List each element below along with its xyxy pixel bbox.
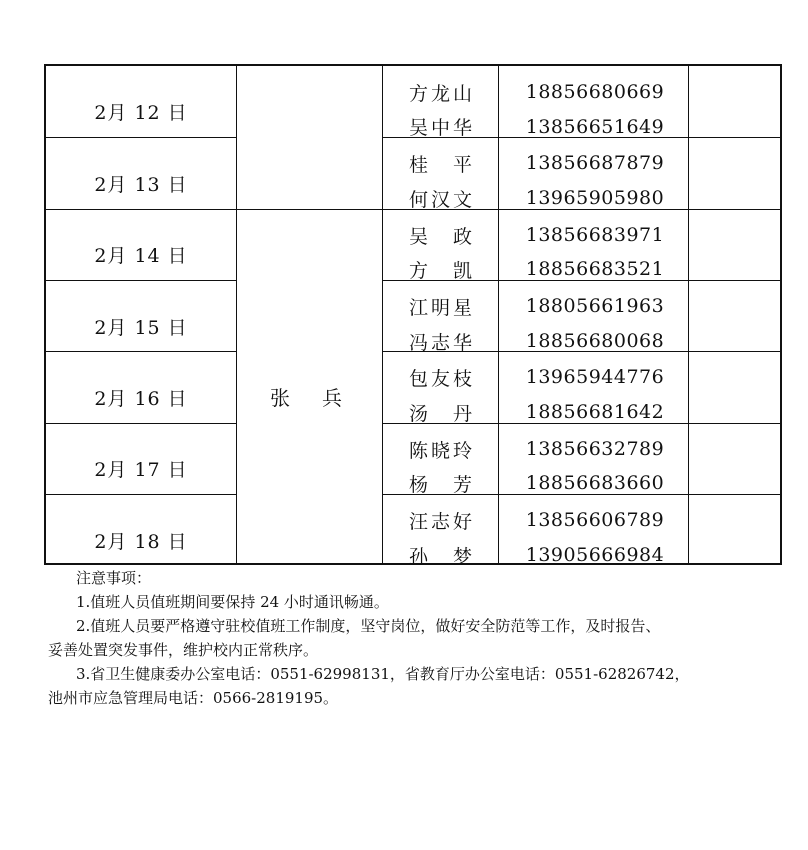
phone-number: 13856687879	[525, 152, 665, 174]
staff-name: 桂 平	[408, 154, 475, 176]
table-hline	[46, 423, 236, 424]
phone-number: 18856680669	[525, 81, 665, 103]
table-vline	[382, 66, 383, 563]
table-vline	[688, 66, 689, 563]
staff-name: 杨 芳	[408, 474, 475, 496]
phone-number: 13856683971	[525, 224, 665, 246]
phone-number: 13856632789	[525, 438, 665, 460]
table-hline	[46, 494, 236, 495]
phone-number: 13965905980	[525, 187, 665, 209]
phone-number: 18856680068	[525, 330, 665, 352]
staff-name: 何汉文	[408, 189, 475, 211]
date-cell: 2月 13 日	[94, 174, 188, 196]
table-vline	[236, 66, 237, 563]
date-cell: 2月 17 日	[94, 459, 188, 481]
date-cell: 2月 16 日	[94, 388, 188, 410]
duty-schedule-table	[44, 64, 782, 568]
staff-name: 吴 政	[408, 226, 475, 248]
staff-name: 包友枝	[408, 368, 475, 390]
note-item: 妥善处置突发事件，维护校内正常秩序。	[48, 641, 319, 659]
staff-name: 汤 丹	[408, 403, 475, 425]
staff-name: 孙 梦	[408, 546, 475, 568]
staff-name: 江明星	[408, 297, 475, 319]
phone-number: 13905666984	[525, 544, 665, 566]
phone-number: 18856681642	[525, 401, 665, 423]
table-hline	[46, 137, 236, 138]
date-cell: 2月 14 日	[94, 245, 188, 267]
staff-name: 汪志好	[408, 511, 475, 533]
phone-number: 13856651649	[525, 116, 665, 138]
phone-number: 18856683521	[525, 258, 665, 280]
note-item: 1.值班人员值班期间要保持 24 小时通讯畅通。	[76, 593, 389, 611]
note-item: 2.值班人员要严格遵守驻校值班工作制度，坚守岗位，做好安全防范等工作，及时报告、	[76, 617, 661, 635]
table-hline	[46, 280, 236, 281]
phone-number: 18805661963	[525, 295, 665, 317]
table-hline	[46, 351, 236, 352]
table-vline	[498, 66, 499, 563]
note-item: 池州市应急管理局电话：0566-2819195。	[48, 689, 339, 707]
note-item: 3.省卫生健康委办公室电话：0551-62998131，省教育厅办公室电话：0551-62826742，	[76, 665, 690, 683]
staff-name: 方龙山	[408, 83, 475, 105]
staff-name: 冯志华	[408, 332, 475, 354]
staff-name: 方 凯	[408, 260, 475, 282]
date-cell: 2月 18 日	[94, 531, 188, 553]
phone-number: 13965944776	[525, 366, 665, 388]
notes-heading: 注意事项：	[76, 569, 152, 587]
phone-number: 13856606789	[525, 509, 665, 531]
duty-leader-name: 张 兵	[270, 386, 348, 410]
staff-name: 陈晓玲	[408, 440, 475, 462]
date-cell: 2月 12 日	[94, 102, 188, 124]
notes-section	[48, 566, 768, 710]
date-cell: 2月 15 日	[94, 317, 188, 339]
staff-name: 吴中华	[408, 117, 475, 139]
phone-number: 18856683660	[525, 472, 665, 494]
